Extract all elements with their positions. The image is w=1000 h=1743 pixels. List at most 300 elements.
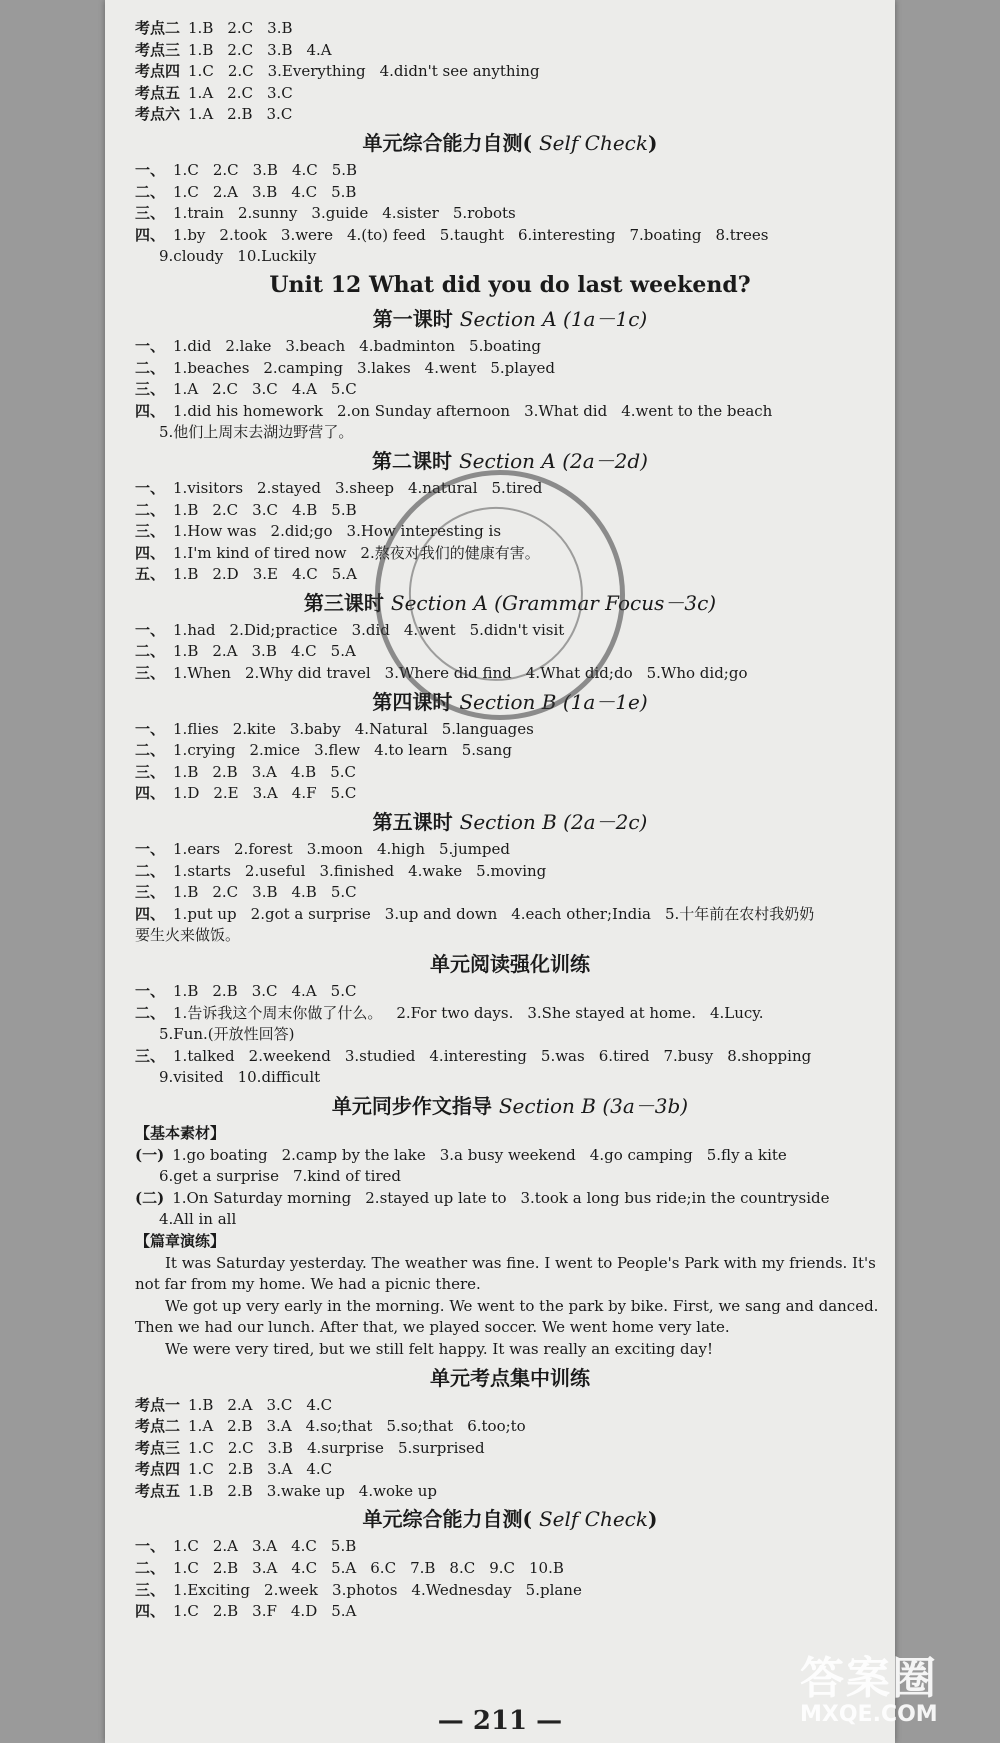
answer-item: 1.starts (173, 861, 231, 880)
section-subtitle: Self Check (538, 130, 648, 155)
answer-item: 3.did (351, 620, 390, 639)
question-group-label: 四、 (135, 401, 166, 420)
answer-item: 2.C (227, 62, 254, 81)
question-group-label: 一、 (135, 160, 166, 179)
question-group-label: 三、 (135, 762, 166, 781)
answer-item: 4.C (291, 1559, 318, 1578)
answer-item: 5.boating (469, 336, 542, 355)
answer-items (188, 1439, 499, 1457)
question-group-label: 二、 (135, 741, 166, 760)
question-group-label: 一、 (135, 982, 166, 1000)
answer-row (135, 1067, 885, 1089)
answer-item: 8.trees (715, 225, 769, 244)
answer-item: 3.Everything (267, 62, 366, 81)
answer-row (135, 160, 885, 182)
answer-item: 4.natural (408, 478, 478, 497)
question-group-label: 考点一 (135, 1395, 181, 1414)
answer-item: 3.were (280, 225, 333, 244)
answer-item: 3.B (252, 160, 278, 179)
answer-items (188, 1396, 346, 1414)
answer-items (173, 720, 548, 738)
answer-item: 3.moon (306, 840, 363, 859)
section-subtitle: Section B (2a－2c) (459, 810, 648, 835)
answer-items (173, 565, 371, 583)
answer-item: 4.C (291, 160, 318, 179)
answer-item: 5.C (330, 883, 357, 902)
answer-item: 5.A (331, 1602, 357, 1621)
answer-item: 2.B (212, 1559, 239, 1578)
answer-row (135, 762, 885, 784)
question-group-label: 考点二 (135, 19, 181, 37)
answer-item: 3.baby (289, 719, 341, 738)
exam-points-title (135, 1363, 885, 1393)
answer-item: 9.visited (159, 1068, 224, 1087)
answer-item: 8.C (449, 1559, 476, 1578)
answer-row (135, 1536, 885, 1558)
writing-title (135, 1091, 885, 1121)
self-check-2-title (135, 1504, 885, 1534)
answer-item: 5.so;that (386, 1417, 454, 1436)
site-watermark (800, 1655, 990, 1735)
answer-row (135, 882, 885, 904)
answer-item: 1.C (173, 1602, 199, 1621)
answer-row (135, 104, 885, 126)
answer-items (188, 1417, 540, 1435)
answer-items (173, 1004, 778, 1022)
answer-row (135, 925, 885, 947)
answer-row (135, 1601, 885, 1623)
answer-row (135, 719, 885, 741)
answer-items (188, 41, 346, 59)
answer-item: 3.What did (524, 401, 608, 420)
answer-item: 4.Natural (354, 719, 428, 738)
answer-items (173, 905, 828, 923)
answer-item: 1.B (188, 40, 214, 59)
answer-item: 5.C (330, 380, 357, 399)
answer-item: 3.B (267, 1438, 293, 1457)
question-group-label: 一、 (135, 1537, 166, 1556)
question-group-label: 三、 (135, 664, 166, 683)
answer-item: 1.On Saturday morning (172, 1188, 352, 1207)
answer-item: 5.fly a kite (706, 1145, 787, 1164)
answer-item: 5.C (330, 784, 357, 803)
answer-item: 3.wake up (266, 1481, 345, 1500)
section-subtitle: Section A (Grammar Focus－3c) (390, 590, 717, 615)
answer-item: 5.B (331, 182, 357, 201)
answer-item: 2.sunny (237, 204, 298, 223)
answer-item: 1.did (173, 336, 212, 355)
section-title-end: ) (648, 130, 658, 155)
answer-item: 4.go camping (589, 1145, 693, 1164)
answer-item: 2.week (264, 1580, 319, 1599)
answer-row (135, 1580, 885, 1602)
answer-item: 3.Where did find (384, 664, 512, 683)
model-essay (135, 1253, 885, 1361)
answer-item: 4.badminton (359, 336, 456, 355)
answer-item: 1.train (173, 204, 224, 223)
answer-item: 2.A (212, 1537, 238, 1556)
answer-item: 3.guide (311, 204, 369, 223)
answer-item: 1.B (173, 500, 199, 519)
answer-items (173, 226, 782, 244)
question-group-label: 四、 (135, 225, 166, 244)
answer-item: 2.A (212, 182, 238, 201)
answer-item: 4.A (291, 380, 317, 399)
question-group-label: 二、 (135, 500, 166, 519)
question-group-label: 一、 (135, 719, 166, 738)
answer-item: 4.to learn (374, 741, 448, 760)
question-group-label: (一) (135, 1145, 165, 1164)
answer-item: 3.C (266, 1395, 293, 1414)
answer-item: 1.Exciting (173, 1580, 251, 1599)
answer-item: 4.wake (408, 861, 463, 880)
answer-item: 5.他们上周末去湖边野营了。 (159, 423, 354, 442)
answer-item: 2.Did;practice (229, 620, 338, 639)
question-group-label: 四、 (135, 1602, 166, 1621)
answer-item: 1.A (188, 105, 214, 124)
answer-items (173, 1581, 596, 1599)
answer-item: 2.A (227, 1395, 253, 1414)
answer-items (159, 1167, 415, 1185)
answer-items (173, 1559, 578, 1577)
answer-item: 2.C (227, 40, 254, 59)
answer-item: 6.tired (598, 1046, 650, 1065)
answer-item: 2.camping (263, 358, 343, 377)
answer-items (173, 501, 371, 519)
section-subtitle: Section B (1a－1e) (459, 689, 648, 714)
unit-title: Unit 12 What did you do last weekend? (269, 271, 751, 298)
answer-item: 4.C (306, 1395, 333, 1414)
answer-row (135, 1003, 885, 1025)
answer-item: 1.A (188, 83, 214, 102)
answer-row (135, 358, 885, 380)
answer-row (135, 740, 885, 762)
answer-item: 6.too;to (467, 1417, 526, 1436)
answer-item: 2.useful (244, 861, 306, 880)
answer-item: 1.go boating (172, 1145, 268, 1164)
question-group-label: 一、 (135, 620, 166, 639)
answer-row (135, 61, 885, 83)
answer-item: 5.Who did;go (646, 664, 748, 683)
answer-item: 6.interesting (517, 225, 616, 244)
question-group-label: 考点四 (135, 1460, 181, 1479)
answer-item: 3.A (251, 762, 277, 781)
question-group-label: 三、 (135, 380, 166, 399)
answer-item: 1.by (173, 225, 206, 244)
answer-item: 1.B (173, 762, 199, 781)
answer-item: 3.A (251, 1537, 278, 1556)
section-title-text: 第五课时 (372, 810, 453, 835)
question-group-label: 一、 (135, 478, 166, 497)
answer-item: 2.C (212, 380, 238, 399)
answer-item: 2.D (212, 565, 239, 584)
answer-item: 3.A (252, 1559, 278, 1578)
answer-item: 5.A (330, 642, 356, 661)
answer-items (159, 247, 330, 265)
answer-item: 5.was (540, 1046, 585, 1065)
question-group-label: 三、 (135, 204, 166, 223)
answer-item: 3.C (251, 982, 278, 1000)
answer-items (173, 840, 524, 858)
answer-row (135, 1188, 885, 1210)
answer-item: 1.告诉我这个周末你做了什么。 (173, 1003, 383, 1022)
answer-item: 9.cloudy (159, 247, 224, 266)
answer-item: 7.kind of tired (292, 1167, 402, 1186)
answer-item: 5.moving (476, 861, 547, 880)
answer-item: 5.surprised (397, 1438, 485, 1457)
answer-item: 2.C (227, 1438, 254, 1457)
answer-item: 3.studied (344, 1046, 416, 1065)
lesson1-title (135, 304, 885, 334)
answer-item: 4.All in all (159, 1210, 237, 1229)
answer-item: 6.get a surprise (159, 1167, 279, 1186)
answer-item: 3.took a long bus ride;in the countryside (520, 1188, 830, 1207)
answer-item: 2.C (227, 19, 254, 37)
answer-item: 3.sheep (334, 478, 394, 497)
self-check-title (135, 128, 885, 158)
answer-item: 3.beach (285, 336, 346, 355)
answer-item: 4.each other;India (511, 904, 651, 923)
section-title-text: 单元综合能力自测( (362, 1507, 532, 1532)
answer-row (135, 1145, 885, 1167)
section-title-text: 单元阅读强化训练 (430, 952, 590, 976)
answer-item: 3.finished (319, 861, 395, 880)
answer-items (173, 380, 371, 398)
answer-item: 9.C (489, 1559, 515, 1578)
answer-item: 1.B (173, 883, 199, 902)
answer-row (135, 783, 885, 805)
answer-items (173, 642, 370, 660)
answer-item: 2.stayed up late to (365, 1188, 507, 1207)
answer-row (135, 1395, 885, 1417)
answer-row (135, 225, 885, 247)
answer-items (173, 741, 526, 759)
section-title-text: 第四课时 (372, 689, 453, 714)
answer-item: 4.woke up (358, 1481, 437, 1500)
answer-item: 2.lake (225, 336, 272, 355)
question-group-label: 三、 (135, 883, 166, 902)
answer-item: 4.went (424, 358, 477, 377)
question-group-label: 考点三 (135, 1438, 181, 1457)
answer-item: 5.B (330, 1537, 357, 1556)
answer-items (173, 402, 786, 420)
answer-item: 2.C (212, 883, 239, 902)
answer-row (135, 861, 885, 883)
answer-items (159, 1210, 250, 1228)
answer-item: 4.B (290, 762, 317, 781)
answer-item: 10.B (529, 1559, 564, 1578)
question-group-label: 四、 (135, 784, 166, 803)
answer-items (173, 883, 371, 901)
answer-item: 1.A (173, 380, 199, 399)
answer-item: 7.boating (629, 225, 702, 244)
answer-item: 4.Lucy. (709, 1003, 764, 1022)
section-title-end: ) (648, 1507, 658, 1532)
answer-items (173, 982, 370, 1000)
answer-row (135, 1209, 885, 1231)
answer-row (135, 1459, 885, 1481)
answer-item: 3.A (267, 1460, 293, 1479)
question-group-label: 二、 (135, 182, 166, 201)
answer-item: 4.B (291, 883, 317, 902)
answer-items (173, 862, 560, 880)
answer-item: 4.high (376, 840, 425, 859)
answer-item: 10.difficult (237, 1068, 321, 1087)
answer-item: 5.plane (525, 1580, 582, 1599)
answer-item: 要生火来做饭。 (135, 926, 241, 945)
answer-item: 2.For two days. (396, 1003, 514, 1022)
answer-item: 7.B (410, 1559, 436, 1578)
answer-items (173, 1602, 370, 1620)
answer-row (135, 401, 885, 423)
answer-item: 4.C (291, 1537, 317, 1556)
answer-item: 5.A (331, 1559, 357, 1578)
lesson5-title (135, 807, 885, 837)
answer-row (135, 1416, 885, 1438)
answer-item: 4.C (306, 1460, 333, 1479)
answer-item: 2.Why did travel (244, 664, 371, 683)
answer-item: 1.C (173, 160, 199, 179)
answer-item: 3.a busy weekend (439, 1145, 576, 1164)
answer-row (135, 981, 885, 1003)
answer-item: 1.did his homework (173, 401, 323, 420)
question-group-label: 考点五 (135, 1481, 181, 1500)
answer-item: 4.surprise (306, 1438, 384, 1457)
question-group-label: 一、 (135, 336, 166, 355)
question-group-label: 三、 (135, 1046, 166, 1065)
answer-row (135, 1558, 885, 1580)
answer-item: 5.played (490, 358, 555, 377)
answer-item: 3.B (267, 19, 293, 37)
answer-item: 4.C (290, 642, 317, 661)
answer-item: 2.C (212, 160, 239, 179)
answer-items (173, 1047, 825, 1065)
answer-item: 5.taught (439, 225, 504, 244)
question-group-label: 二、 (135, 861, 166, 880)
section-title-text: 第二课时 (371, 448, 452, 473)
answer-items (159, 1068, 334, 1086)
answer-item: 2.E (213, 784, 239, 803)
section-subtitle: Section A (1a－1c) (459, 306, 648, 331)
answer-item: 2.B (212, 762, 238, 781)
answer-item: 5.jumped (439, 840, 510, 859)
answer-row (135, 379, 885, 401)
answer-item: 7.busy (663, 1046, 714, 1065)
question-group-label: 考点三 (135, 40, 181, 59)
answer-item: 1.When (173, 664, 231, 683)
section-title-text: 第三课时 (303, 590, 384, 615)
answer-row (135, 336, 885, 358)
answer-item: 4.F (291, 784, 317, 803)
question-group-label: 二、 (135, 1003, 166, 1022)
answer-item: 1.talked (173, 1046, 235, 1065)
answer-item: 4.C (291, 182, 318, 201)
answer-items (188, 84, 307, 102)
answer-item: 5.十年前在农村我奶奶 (664, 904, 815, 923)
answer-items (159, 1025, 309, 1043)
answer-items (172, 1189, 843, 1207)
answer-item: 2.A (212, 642, 238, 661)
answer-item: 3.B (251, 642, 277, 661)
answer-item: 1.C (188, 62, 214, 81)
basic-material-label: 【基本素材】 (135, 1123, 226, 1142)
answer-row (135, 1166, 885, 1188)
section-title-text: 单元同步作文指导 (331, 1093, 492, 1118)
answer-item: 3.She stayed at home. (527, 1003, 696, 1022)
answer-row (135, 1481, 885, 1503)
answer-item: 6.C (370, 1559, 397, 1578)
answer-item: 1.B (188, 19, 214, 37)
answer-item: 4.Wednesday (411, 1580, 512, 1599)
answer-item: 1.C (173, 1537, 199, 1556)
answer-item: 2.B (227, 1460, 254, 1479)
answer-item: 4.so;that (305, 1417, 373, 1436)
answer-row (135, 839, 885, 861)
answer-item: 4.What did;do (525, 664, 633, 683)
answer-item: 2.B (227, 1417, 253, 1436)
answer-items (159, 423, 367, 441)
question-group-label: 三、 (135, 522, 166, 541)
answer-item: 4.(to) feed (346, 225, 426, 244)
answer-item: 3.C (252, 500, 278, 519)
answer-item: 1.D (173, 784, 200, 803)
answer-item: 2.B (227, 105, 253, 124)
answer-item: 1.flies (173, 719, 219, 738)
answer-item: 5.languages (441, 719, 534, 738)
answer-item: 4.sister (382, 204, 439, 223)
answer-page (105, 0, 895, 1743)
essay-paragraph: It was Saturday yesterday. The weather was fine. I went to People's Park with my friends. It's not far from my home. We had a picnic there. (135, 1253, 876, 1294)
answer-item: 3.C (251, 380, 278, 399)
answer-item: 1.C (188, 1460, 214, 1479)
question-group-label: 四、 (135, 543, 166, 562)
answer-item: 4.interesting (429, 1046, 527, 1065)
answer-item: 1.A (188, 1417, 214, 1436)
answer-item: 5.didn't visit (469, 620, 565, 639)
answer-item: 4.A (306, 40, 332, 59)
answer-row (135, 246, 885, 268)
answer-row (135, 40, 885, 62)
question-group-label: 一、 (135, 840, 166, 859)
answer-content (135, 18, 885, 1623)
answer-item: 4.A (291, 982, 317, 1000)
answer-row (135, 1438, 885, 1460)
answer-items (173, 763, 370, 781)
answer-item: 1.B (188, 1481, 214, 1500)
answer-item: 4.C (291, 565, 318, 584)
answer-row (135, 1024, 885, 1046)
answer-item: 1.B (188, 1395, 214, 1414)
answer-row (135, 203, 885, 225)
answer-item: 1.beaches (173, 358, 250, 377)
answer-items (173, 204, 530, 222)
answer-items (135, 926, 254, 944)
answer-item: 3.F (252, 1602, 277, 1621)
answer-items (188, 19, 306, 37)
answer-items (173, 1537, 370, 1555)
answer-item: 3.E (252, 565, 278, 584)
answer-item: 2.camp by the lake (281, 1145, 426, 1164)
answer-item: 2.did;go (270, 522, 333, 541)
answer-item: 3.flew (314, 741, 361, 760)
answer-item: 1.ears (173, 840, 221, 859)
answer-row (135, 18, 885, 40)
answer-item: 2.weekend (248, 1046, 331, 1065)
answer-item: 3.C (266, 83, 293, 102)
answer-item: 5.Fun.(开放性回答) (159, 1025, 295, 1044)
section-subtitle: Section A (2a－2d) (458, 448, 648, 473)
answer-item: 2.B (212, 1602, 239, 1621)
